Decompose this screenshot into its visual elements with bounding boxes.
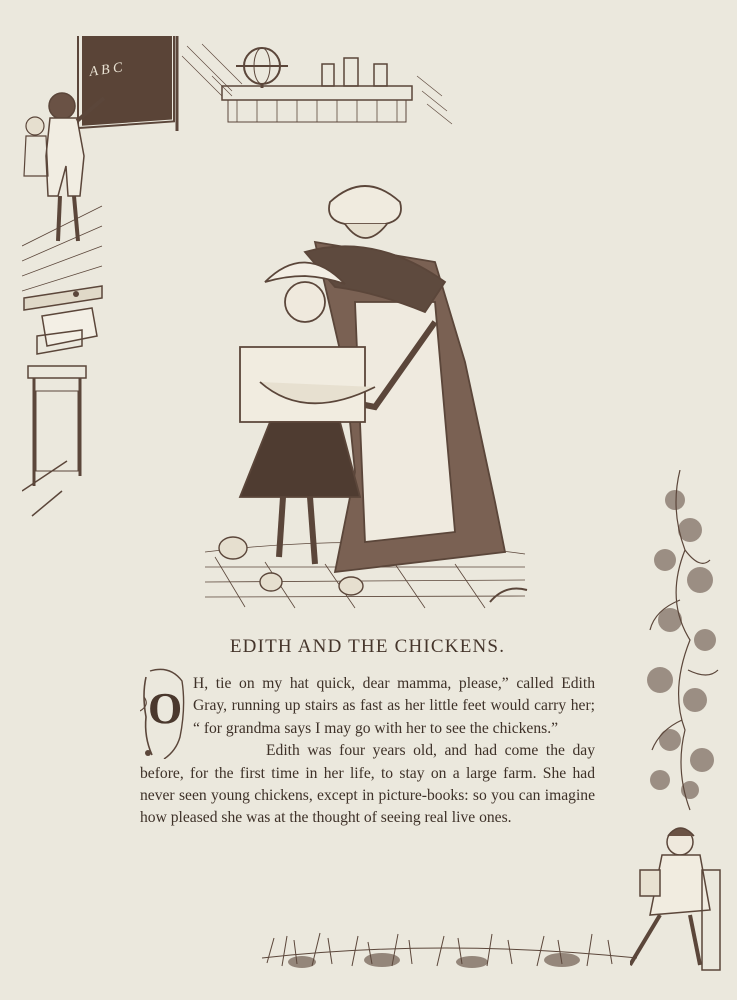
school-desk (22, 286, 102, 516)
story-text (140, 673, 595, 830)
grass-border-illustration (262, 918, 637, 976)
drop-cap-letter: O (148, 684, 183, 733)
reading-girl (630, 828, 720, 970)
blackboard-text: A B C (88, 60, 124, 80)
grandma-and-edith-illustration (205, 172, 530, 612)
story-paragraph-1: H, tie on my hat quick, dear mamma, please,” called Edith Gray, running up stairs as fast as her little feet would carry her; “ for grandma says I may go with her to see the chickens.” (193, 675, 595, 737)
story-paragraph-2: Edith was four years old, and had come the day before, for the first time in her life, to stay on a large farm. She had never seen young chickens, except in picture-books: so you can imagine how pleased she was at the thought of seeing real live ones. (140, 742, 595, 827)
jar (322, 64, 334, 86)
blackboard (82, 36, 172, 126)
story-title: EDITH AND THE CHICKENS. (229, 636, 506, 657)
ornamental-drop-cap (140, 667, 186, 759)
tree-and-reading-girl-illustration (630, 470, 730, 975)
shelf (222, 86, 412, 100)
